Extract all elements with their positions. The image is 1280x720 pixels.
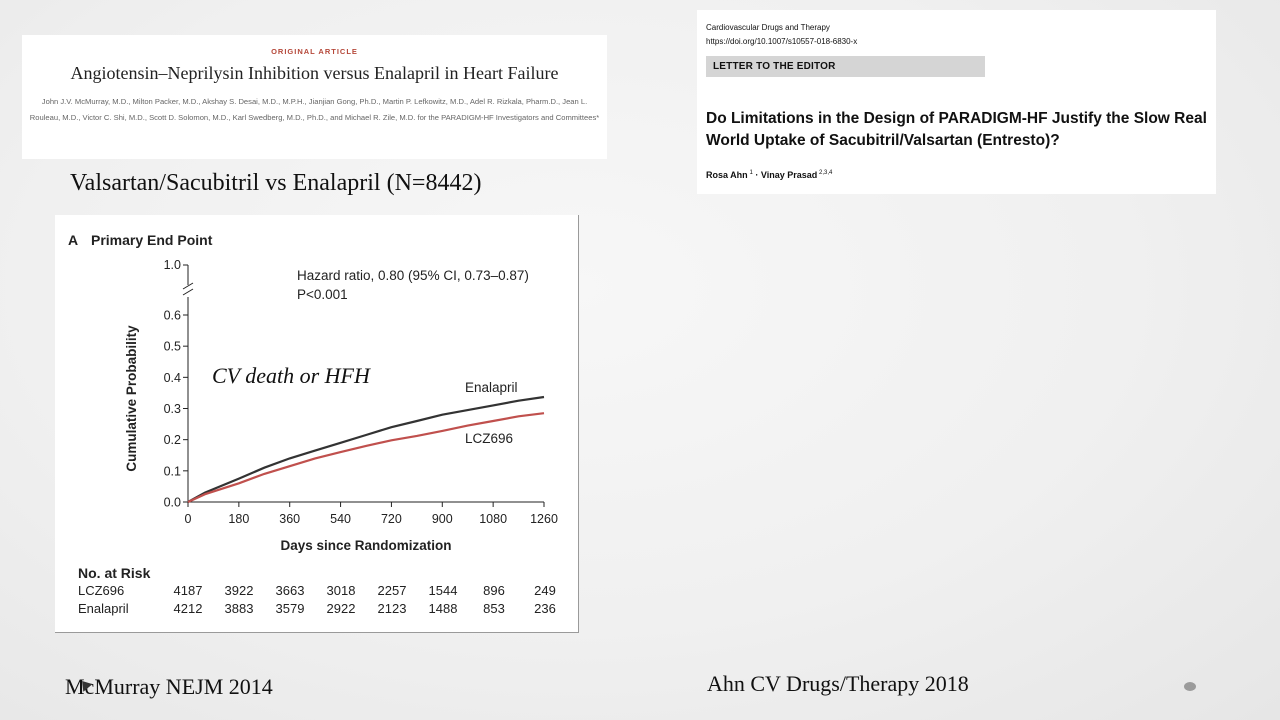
author-affiliation: 1 xyxy=(749,170,753,176)
x-tick-label: 180 xyxy=(228,512,250,526)
risk-row-label: LCZ696 xyxy=(78,583,125,598)
article-kicker: ORIGINAL ARTICLE xyxy=(271,47,358,56)
series-label-enalapril: Enalapril xyxy=(465,379,518,395)
risk-cell: 3663 xyxy=(275,583,305,598)
risk-cell: 853 xyxy=(483,601,505,616)
risk-row-label: Enalapril xyxy=(78,601,129,616)
hazard-ratio-text: Hazard ratio, 0.80 (95% CI, 0.73–0.87) xyxy=(297,268,529,283)
axis-break-mark xyxy=(183,289,193,295)
chart-title: Primary End Point xyxy=(91,232,213,248)
x-tick-label: 900 xyxy=(431,512,453,526)
series-line-lcz696 xyxy=(188,413,544,502)
risk-cell: 2123 xyxy=(377,601,407,616)
nejm-article-header xyxy=(22,35,607,159)
risk-cell: 3883 xyxy=(224,601,254,616)
y-axis-label: Cumulative Probability xyxy=(124,325,139,472)
author-affiliation: 2,3,4 xyxy=(819,170,833,176)
letter-section-bar: LETTER TO THE EDITOR xyxy=(706,56,985,77)
y-tick-label: 0.2 xyxy=(163,433,181,448)
citation-left: McMurray NEJM 2014 xyxy=(65,674,273,699)
risk-cell: 1488 xyxy=(428,601,458,616)
y-tick-label: 1.0 xyxy=(163,258,181,272)
y-tick-label: 0.5 xyxy=(163,339,181,354)
risk-cell: 2922 xyxy=(326,601,356,616)
series-label-lcz696: LCZ696 xyxy=(465,431,514,447)
y-tick-label: 0.1 xyxy=(163,464,181,479)
x-tick-label: 540 xyxy=(330,512,352,526)
endpoint-annotation: CV death or HFH xyxy=(212,363,370,388)
y-tick-label: 0.3 xyxy=(163,402,181,416)
risk-cell: 3018 xyxy=(326,583,356,598)
panel-label: A xyxy=(68,232,79,248)
journal-name: Cardiovascular Drugs and Therapy xyxy=(706,23,830,32)
citation-right: Ahn CV Drugs/Therapy 2018 xyxy=(707,671,969,696)
author-name: Rosa Ahn xyxy=(706,170,748,180)
y-tick-label: 0.4 xyxy=(163,370,181,385)
risk-cell: 3922 xyxy=(224,583,254,598)
author-name: Vinay Prasad xyxy=(760,170,818,180)
risk-table xyxy=(78,565,558,619)
x-tick-label: 720 xyxy=(380,512,402,526)
risk-cell: 1544 xyxy=(428,583,458,598)
risk-cell: 896 xyxy=(483,583,505,598)
slide-nav-dot[interactable] xyxy=(1184,682,1196,691)
risk-row-lcz696 xyxy=(78,583,558,601)
article-authors: John J.V. McMurray, M.D., Milton Packer, M.D., Akshay S. Desai, M.D., M.P.H., Jianjian Gong, Ph.D., Martin P. Lefkowitz, M.D., Adel R. Rizkala, Pharm.D., Jean L. Rouleau, M.D., Victor C. Shi, M.D., Scott D. Solomon, M.D., Karl Swedberg, M.D., Ph.D., and Michael R. Zile, M.D. for the PARADIGM-HF Investigators and Committees* xyxy=(29,97,600,122)
y-tick-label: 0.6 xyxy=(163,308,181,323)
letter-authors xyxy=(706,170,832,180)
x-tick-label: 0 xyxy=(184,512,192,526)
x-tick-label: 1080 xyxy=(479,512,508,526)
risk-cell: 3579 xyxy=(275,601,305,616)
risk-cell: 249 xyxy=(534,583,556,598)
risk-row-enalapril xyxy=(78,601,558,619)
risk-cell: 236 xyxy=(534,601,556,616)
km-chart-svg xyxy=(55,215,579,560)
x-axis-label: Days since Randomization xyxy=(280,538,452,553)
risk-cell: 4187 xyxy=(173,583,203,598)
letter-title: Do Limitations in the Design of PARADIGM-HF Justify the Slow Real World Uptake of Sacubitril/Valsartan (Entresto)? xyxy=(706,110,1207,149)
risk-cell: 2257 xyxy=(377,583,407,598)
journal-letter-page xyxy=(697,10,1216,194)
x-tick-label: 360 xyxy=(279,512,301,526)
x-tick-label: 1260 xyxy=(530,512,558,526)
series-line-enalapril xyxy=(188,397,544,502)
journal-doi: https://doi.org/10.1007/s10557-018-6830-x xyxy=(706,37,858,46)
article-title: Angiotensin–Neprilysin Inhibition versus Enalapril in Heart Failure xyxy=(70,63,559,83)
y-tick-label: 0.0 xyxy=(163,495,181,510)
risk-table-title: No. at Risk xyxy=(78,565,151,581)
slide-heading: Valsartan/Sacubitril vs Enalapril (N=8442) xyxy=(70,170,482,196)
risk-cell: 4212 xyxy=(173,601,203,616)
p-value-text: P<0.001 xyxy=(297,287,348,302)
author-separator: · xyxy=(755,170,759,180)
kaplan-meier-figure xyxy=(55,215,579,633)
